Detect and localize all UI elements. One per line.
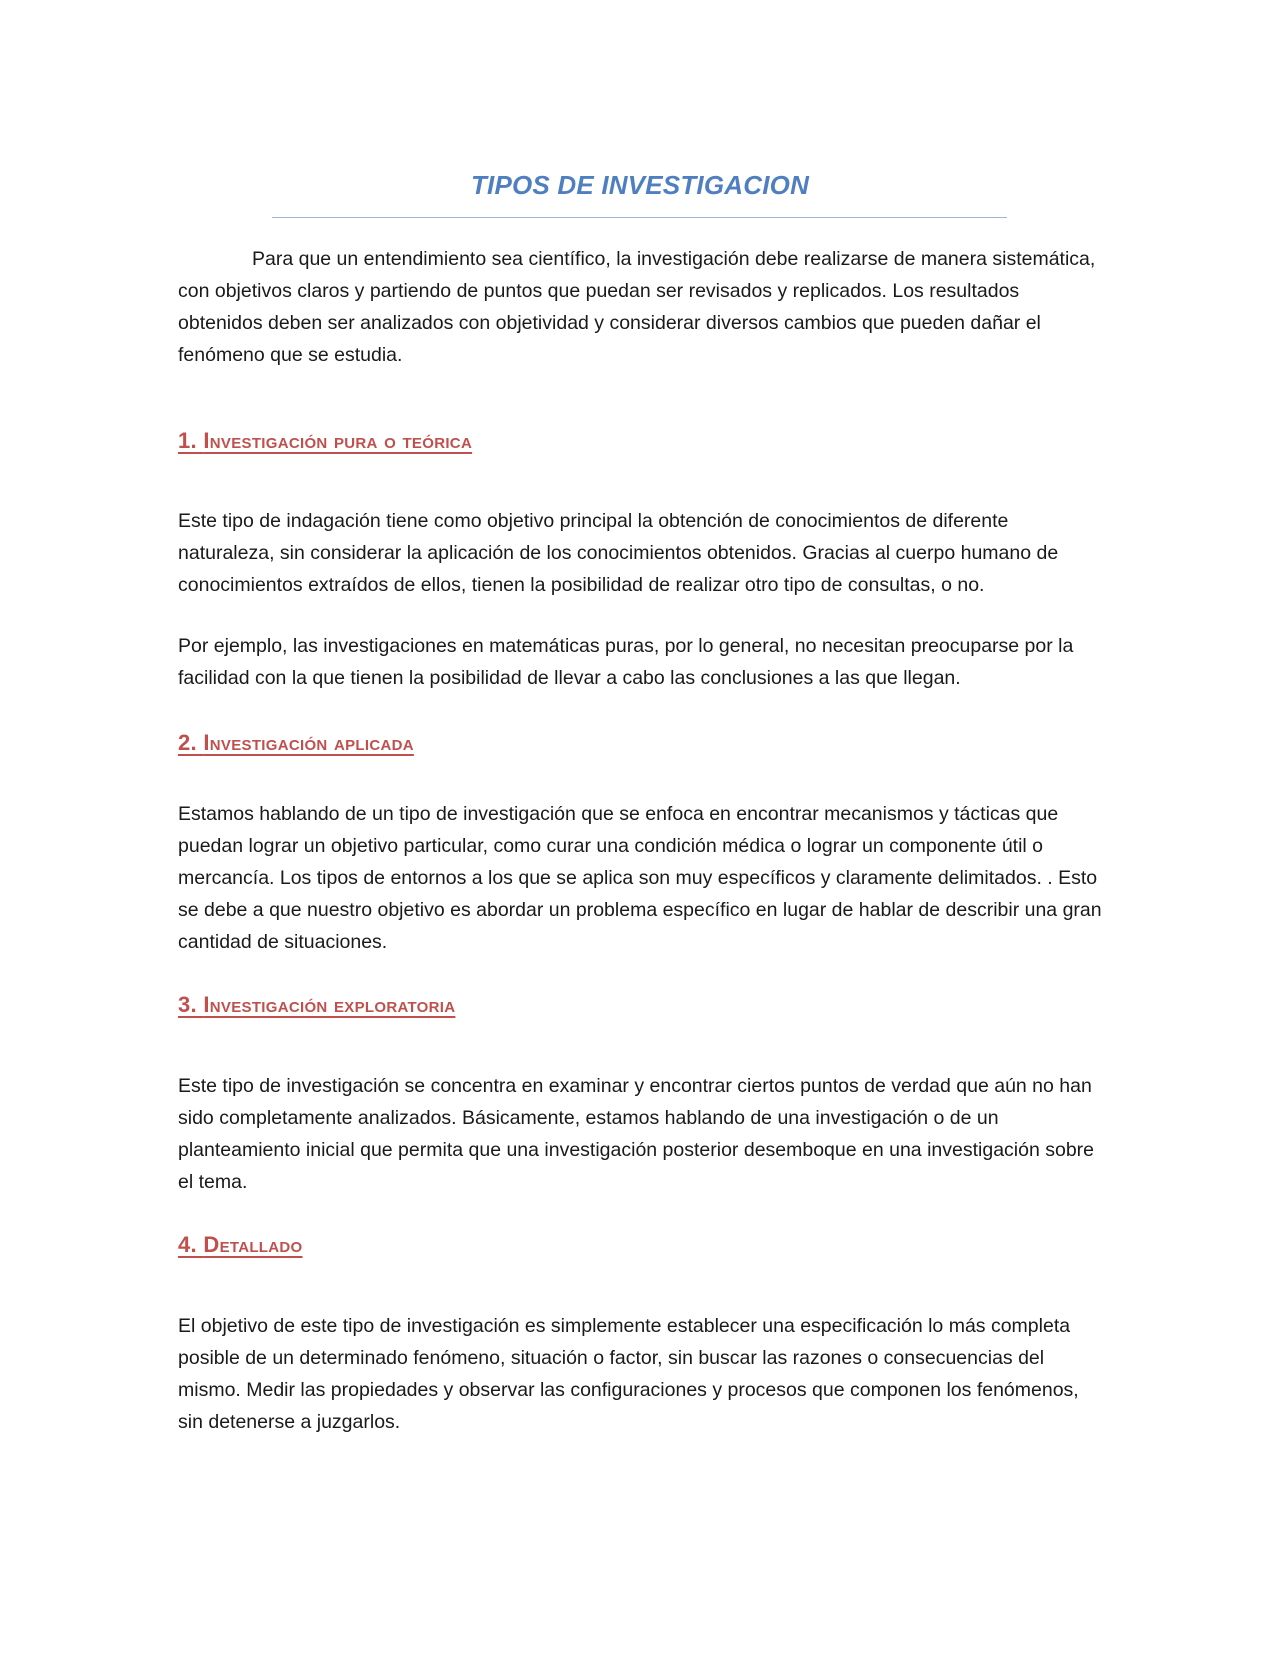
section-3-heading <box>178 992 1103 1018</box>
section-3-body <box>178 1070 1103 1198</box>
section-4-paragraph-1: El objetivo de este tipo de investigación es simplemente establecer una especificación lo más completa posible de un determinado fenómeno, situación o factor, sin buscar las razones o consecuencias del mismo. Medir las propiedades y observar las configuraciones y procesos que componen los fenómenos, sin detenerse a juzgarlos. <box>178 1315 1079 1433</box>
section-2-body <box>178 798 1103 958</box>
section-1-paragraph-2: Por ejemplo, las investigaciones en matemáticas puras, por lo general, no necesitan preocuparse por la facilidad con la que tienen la posibilidad de llevar a cabo las conclusiones a las que llegan. <box>178 635 1074 689</box>
intro-paragraph: Para que un entendimiento sea científico, la investigación debe realizarse de manera sistemática, con objetivos claros y partiendo de puntos que puedan ser revisados y replicados. Los resultados obtenidos deben ser analizados con objetividad y considerar diversos cambios que pueden dañar el fenómeno que se estudia. <box>178 248 1096 366</box>
section-1-body <box>178 505 1103 601</box>
section-4-title: Detallado <box>203 1232 303 1257</box>
document-title: TIPOS DE INVESTIGACION <box>470 170 810 200</box>
section-2-title: Investigación aplicada <box>203 730 414 755</box>
section-3-number: 3. <box>178 992 197 1017</box>
intro-block <box>178 243 1103 371</box>
section-1-title: Investigación pura o teórica <box>203 428 473 453</box>
title-underline-rule <box>272 217 1007 218</box>
section-1-paragraph-1: Este tipo de indagación tiene como objetivo principal la obtención de conocimientos de diferente naturaleza, sin considerar la aplicación de los conocimientos obtenidos. Gracias al cuerpo humano de conocimientos extraídos de ellos, tienen la posibilidad de realizar otro tipo de consultas, o no. <box>178 510 1059 596</box>
section-1 <box>178 428 1103 454</box>
section-4-heading <box>178 1232 1103 1258</box>
section-2-heading <box>178 730 1103 756</box>
section-3 <box>178 992 1103 1018</box>
section-1-heading <box>178 428 1103 454</box>
section-4-number: 4. <box>178 1232 197 1257</box>
section-2-number: 2. <box>178 730 197 755</box>
section-2-paragraph-1: Estamos hablando de un tipo de investigación que se enfoca en encontrar mecanismos y tácticas que puedan lograr un objetivo particular, como curar una condición médica o lograr un componente útil o mercancía. Los tipos de entornos a los que se aplica son muy específicos y claramente delimitados. . Esto se debe a que nuestro objetivo es abordar un problema específico en lugar de hablar de describir una gran cantidad de situaciones. <box>178 803 1102 953</box>
section-1-body-2 <box>178 630 1103 694</box>
section-3-paragraph-1: Este tipo de investigación se concentra en examinar y encontrar ciertos puntos de verdad que aún no han sido completamente analizados. Básicamente, estamos hablando de una investigación o de un planteamiento inicial que permita que una investigación posterior desemboque en una investigación sobre el tema. <box>178 1075 1095 1193</box>
section-2 <box>178 730 1103 756</box>
section-3-title: Investigación exploratoria <box>203 992 456 1017</box>
section-4-body <box>178 1310 1103 1438</box>
section-1-number: 1. <box>178 428 197 453</box>
section-4 <box>178 1232 1103 1258</box>
